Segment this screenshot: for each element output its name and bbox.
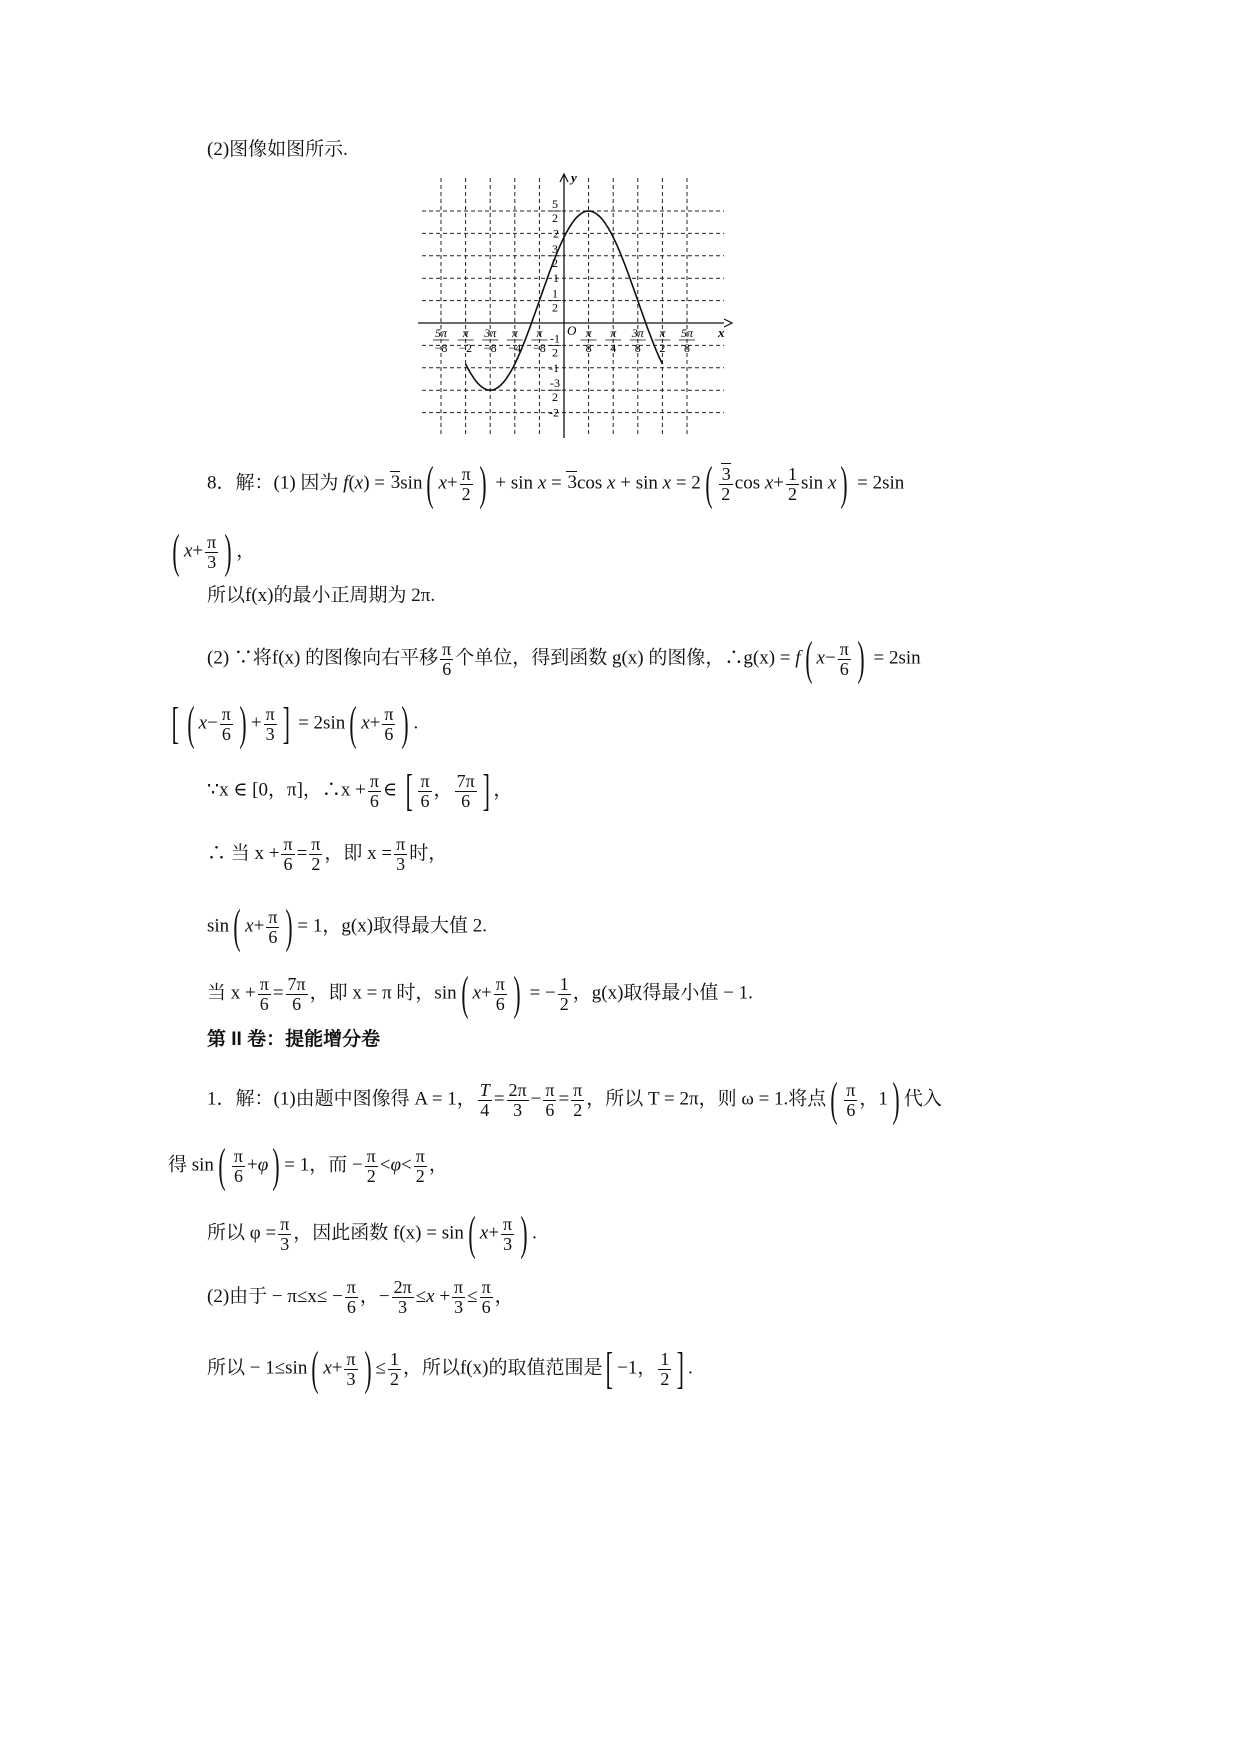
x-tick-numerator: 3π [484,326,497,340]
y-tick-label: -2 [549,405,559,420]
s1-l1-tail: 代入 [903,1088,942,1110]
function-graph [418,170,748,438]
s1-l5-mid: ，所以f(x)的取值范围是 [402,1357,603,1379]
x-tick-denominator: −4 [508,341,522,355]
s8-number: 8．解： [207,472,274,494]
s8-line3: 所以f(x)的最小正周期为 2π. [207,585,436,606]
origin-label: O [567,323,577,338]
x-tick-denominator: −8 [483,341,497,355]
s8-line7: ∴ 当 x + $\frac{\pi}{6}$ = $\frac{\pi}{2}$ ，即 x = $\frac{\pi}{3}$ 时， [207,834,448,874]
s1-l2-text: 得 sin [168,1154,214,1176]
s8-l8-text: = 1，g(x)取得最大值 2. [297,915,488,937]
x-axis-label: x [718,325,725,340]
s1-l5-tail: . [688,1357,693,1379]
x-tick-denominator: 8 [684,341,690,355]
s1-line4: (2)由于 − π≤x≤ − $\frac{\pi}{6}$ ，− $\frac{2\pi}{3}$ ≤x + $\frac{\pi}{3}$ ≤ $\frac{\pi}{6}$ ， [207,1277,514,1317]
s8-line1: 8．解：(1) 因为 f(x) = 3sin( x+ $\frac{\pi}{2}$ ) + sin x = 3cos x + sin x = 2( $\frac{3}{2}$ cos x+ $\frac{1}{2}$ sin x) = 2sin [207,457,905,510]
s1-l1-mid: ，所以 T = 2π，则 ω = 1.将点 [586,1088,827,1110]
intro-text: (2)图像如图所示. [207,139,348,160]
y-tick-numerator: -3 [550,376,560,391]
x-tick-denominator: −2 [459,341,472,355]
s1-line5: 所以 − 1≤sin( x+ $\frac{\pi}{3}$ ) ≤ $\frac{1}{2}$ ，所以f(x)的取值范围是[ −1， $\frac{1}{2}$ ] . [207,1342,693,1395]
section-title: 第 II 卷：提能增分卷 [207,1029,381,1050]
y-tick-denominator: 2 [552,211,558,225]
s8-l9-tail: ，g(x)取得最小值 − 1. [572,982,753,1004]
x-tick-denominator: −8 [434,341,448,355]
s8-l5-tail: . [413,712,419,734]
y-tick-denominator: 2 [552,255,558,270]
y-tick-denominator: 2 [552,345,558,360]
x-tick-denominator: 2 [659,341,666,355]
x-tick-numerator: π [585,326,592,340]
x-tick-denominator: −8 [533,341,546,355]
y-axis-label: y [571,170,577,185]
s8-l9-mid: ，即 x = π 时，sin [309,982,457,1004]
s1-line2: 得 sin( $\frac{\pi}{6}$ +φ) = 1，而 − $\frac{\pi}{2}$ <φ< $\frac{\pi}{2}$ ， [168,1139,448,1192]
x-tick-numerator: π [462,326,469,340]
y-tick-numerator: 3 [552,241,558,256]
s8-line5: [ ( x− $\frac{\pi}{6}$ ) + $\frac{\pi}{3}$ ] = 2sin( x+ $\frac{\pi}{6}$ ) . [171,697,419,750]
x-tick-denominator: 4 [610,341,617,355]
x-tick-numerator: 3π [631,326,644,340]
s8-l6-in: ∈ [382,779,398,801]
s8-l6-text: ∵x ∈ [0，π]，∴x + [207,779,366,801]
s1-l3-mid: ，因此函数 f(x) = sin [293,1222,464,1244]
x-tick-denominator: 8 [585,341,592,355]
s8-line4: (2) ∵将f(x) 的图像向右平移 $\frac{\pi}{6}$ 个单位，得到函数 g(x) 的图像，∴g(x) = f( x− $\frac{\pi}{6}$ ) = 2sin [207,632,921,685]
s8-l4-mid: 个单位，得到函数 g(x) 的图像，∴g(x) = [455,647,791,669]
y-tick-numerator: 5 [552,197,558,211]
s8-l9-text: 当 x + [207,982,256,1004]
s1-l5-text: 所以 − 1≤sin [207,1357,308,1379]
y-tick-denominator: 2 [552,390,558,405]
x-tick-numerator: 5π [434,326,448,340]
x-tick-denominator: 8 [634,341,641,355]
x-tick-numerator: 5π [680,326,694,340]
y-tick-label: 2 [553,226,559,241]
s1-line1: 1．解：(1)由题中图像得 A = 1， $\frac{T}{4}$ = $\frac{2\pi}{3}$ − $\frac{\pi}{6}$ = $\frac{\pi}{2}$ ，所以 T = 2π，则 ω = 1.将点( $\frac{\pi}{6}$ ，1) 代入 [207,1073,942,1126]
y-tick-label: 1 [553,271,559,286]
s8-l1-tail: = 2sin [857,472,905,494]
s8-l1-text: (1) 因为 [273,472,339,494]
x-tick-numerator: π [511,326,518,340]
y-tick-numerator: -1 [550,331,560,346]
x-tick-numerator: π [610,326,617,340]
y-tick-denominator: 2 [552,300,558,315]
s1-l2-mid: = 1，而 − [284,1154,363,1176]
x-tick-numerator: π [659,326,666,340]
s8-line2: ( x+ $\frac{\pi}{3}$ ) ， [172,525,256,578]
s8-l4-tail: = 2sin [873,647,921,669]
s8-l7-tail: 时， [409,842,448,864]
s1-line3: 所以 φ = $\frac{\pi}{3}$ ，因此函数 f(x) = sin( x+ $\frac{\pi}{3}$ ) . [207,1207,537,1260]
x-axis-arrow [724,319,732,327]
s8-line8: sin( x+ $\frac{\pi}{6}$ ) = 1，g(x)取得最大值 2. [207,900,488,953]
s8-l7-mid: ，即 x = [324,842,393,864]
y-tick-numerator: 1 [552,286,558,301]
s8-l9-eq: = − [529,982,556,1004]
s8-line9: 当 x + $\frac{\pi}{6}$ = $\frac{7\pi}{6}$ ，即 x = π 时，sin( x+ $\frac{\pi}{6}$ ) = − $\frac{1}{2}$ ，g(x)取得最小值 − 1. [207,967,753,1020]
s1-l3-text: 所以 φ = [207,1222,277,1244]
s1-l5-le: ≤ [375,1357,386,1379]
s8-line6: ∵x ∈ [0，π]，∴x + $\frac{\pi}{6}$ ∈ [ $\frac{\pi}{6}$ ， $\frac{7\pi}{6}$ ] ， [207,766,513,815]
s8-l7-text: ∴ 当 x + [207,842,280,864]
y-tick-label: -1 [549,360,559,375]
s1-l4-text: (2)由于 − π≤x≤ − [207,1285,343,1307]
s1-l1-text: 1．解：(1)由题中图像得 A = 1， [207,1088,476,1110]
x-tick-numerator: π [536,326,543,340]
s8-l4-text: (2) ∵将f(x) 的图像向右平移 [207,647,439,669]
